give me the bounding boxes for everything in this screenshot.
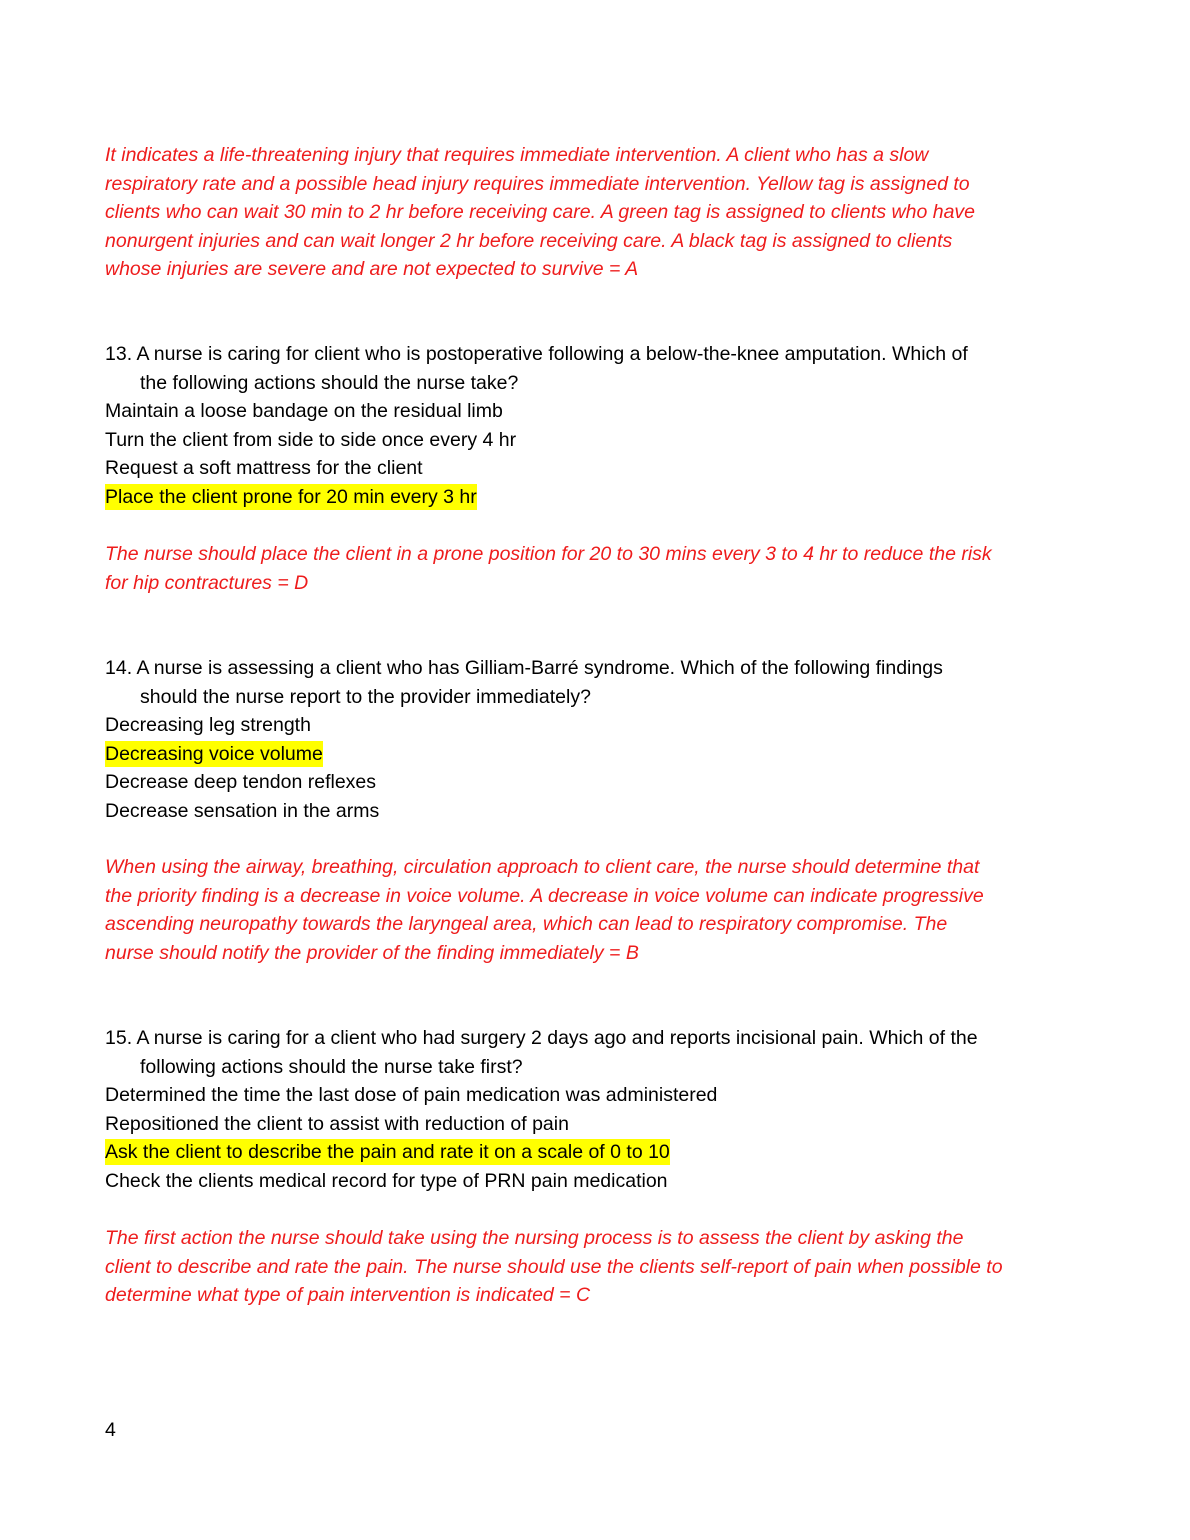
option-c: Decrease deep tendon reflexes (105, 771, 377, 794)
option-b-correct: Decreasing voice volume (105, 742, 323, 765)
rationale-line: whose injuries are severe and are not expected to survive = A (105, 258, 639, 281)
option-d: Check the clients medical record for type of PRN pain medication (105, 1169, 668, 1192)
rationale-line: client to describe and rate the pain. The nurse should use the clients self-report of pain when possible to (105, 1255, 1003, 1278)
question-text: 15. A nurse is caring for a client who had surgery 2 days ago and reports incisional pain. Which of the (105, 1027, 978, 1049)
question-15 (105, 1024, 1105, 1196)
question-text: the following actions should the nurse take? (140, 371, 519, 394)
rationale-line: the priority finding is a decrease in voice volume. A decrease in voice volume can indicate progressive (105, 884, 984, 907)
rationale-line: determine what type of pain intervention is indicated = C (105, 1284, 591, 1307)
option-d-correct: Place the client prone for 20 min every 3 hr (105, 485, 477, 508)
rationale-line: It indicates a life-threatening injury that requires immediate intervention. A client who has a slow (105, 144, 929, 166)
option-a: Maintain a loose bandage on the residual limb (105, 400, 503, 423)
rationale-line: ascending neuropathy towards the laryngeal area, which can lead to respiratory compromise. The (105, 913, 948, 936)
rationale-13 (105, 540, 1105, 597)
option-d: Decrease sensation in the arms (105, 799, 380, 822)
option-a: Determined the time the last dose of pain medication was administered (105, 1084, 718, 1107)
option-a: Decreasing leg strength (105, 714, 311, 737)
rationale-line: When using the airway, breathing, circulation approach to client care, the nurse should determine that (105, 856, 980, 878)
intro-rationale (105, 141, 1105, 284)
rationale-line: for hip contractures = D (105, 571, 309, 594)
rationale-line: The first action the nurse should take using the nursing process is to assess the client by asking the (105, 1227, 964, 1249)
question-text: should the nurse report to the provider immediately? (140, 685, 591, 708)
page-number: 4 (105, 1419, 116, 1441)
question-14 (105, 654, 1105, 826)
question-text: 13. A nurse is caring for client who is postoperative following a below-the-knee amputation. Which of (105, 343, 968, 365)
rationale-line: The nurse should place the client in a prone position for 20 to 30 mins every 3 to 4 hr to reduce the risk (105, 543, 992, 565)
question-text: following actions should the nurse take first? (140, 1055, 523, 1078)
rationale-line: nonurgent injuries and can wait longer 2 hr before receiving care. A black tag is assigned to clients (105, 229, 953, 252)
question-text: 14. A nurse is assessing a client who has Gilliam-Barré syndrome. Which of the following findings (105, 657, 943, 679)
rationale-14 (105, 853, 1105, 967)
question-13 (105, 340, 1105, 512)
rationale-15 (105, 1224, 1105, 1310)
rationale-line: clients who can wait 30 min to 2 hr before receiving care. A green tag is assigned to clients who have (105, 201, 976, 224)
rationale-line: nurse should notify the provider of the finding immediately = B (105, 941, 639, 964)
option-c: Request a soft mattress for the client (105, 457, 423, 480)
option-b: Turn the client from side to side once every 4 hr (105, 428, 517, 451)
option-c-correct: Ask the client to describe the pain and rate it on a scale of 0 to 10 (105, 1141, 670, 1164)
rationale-line: respiratory rate and a possible head injury requires immediate intervention. Yellow tag is assigned to (105, 172, 970, 195)
option-b: Repositioned the client to assist with reduction of pain (105, 1112, 569, 1135)
